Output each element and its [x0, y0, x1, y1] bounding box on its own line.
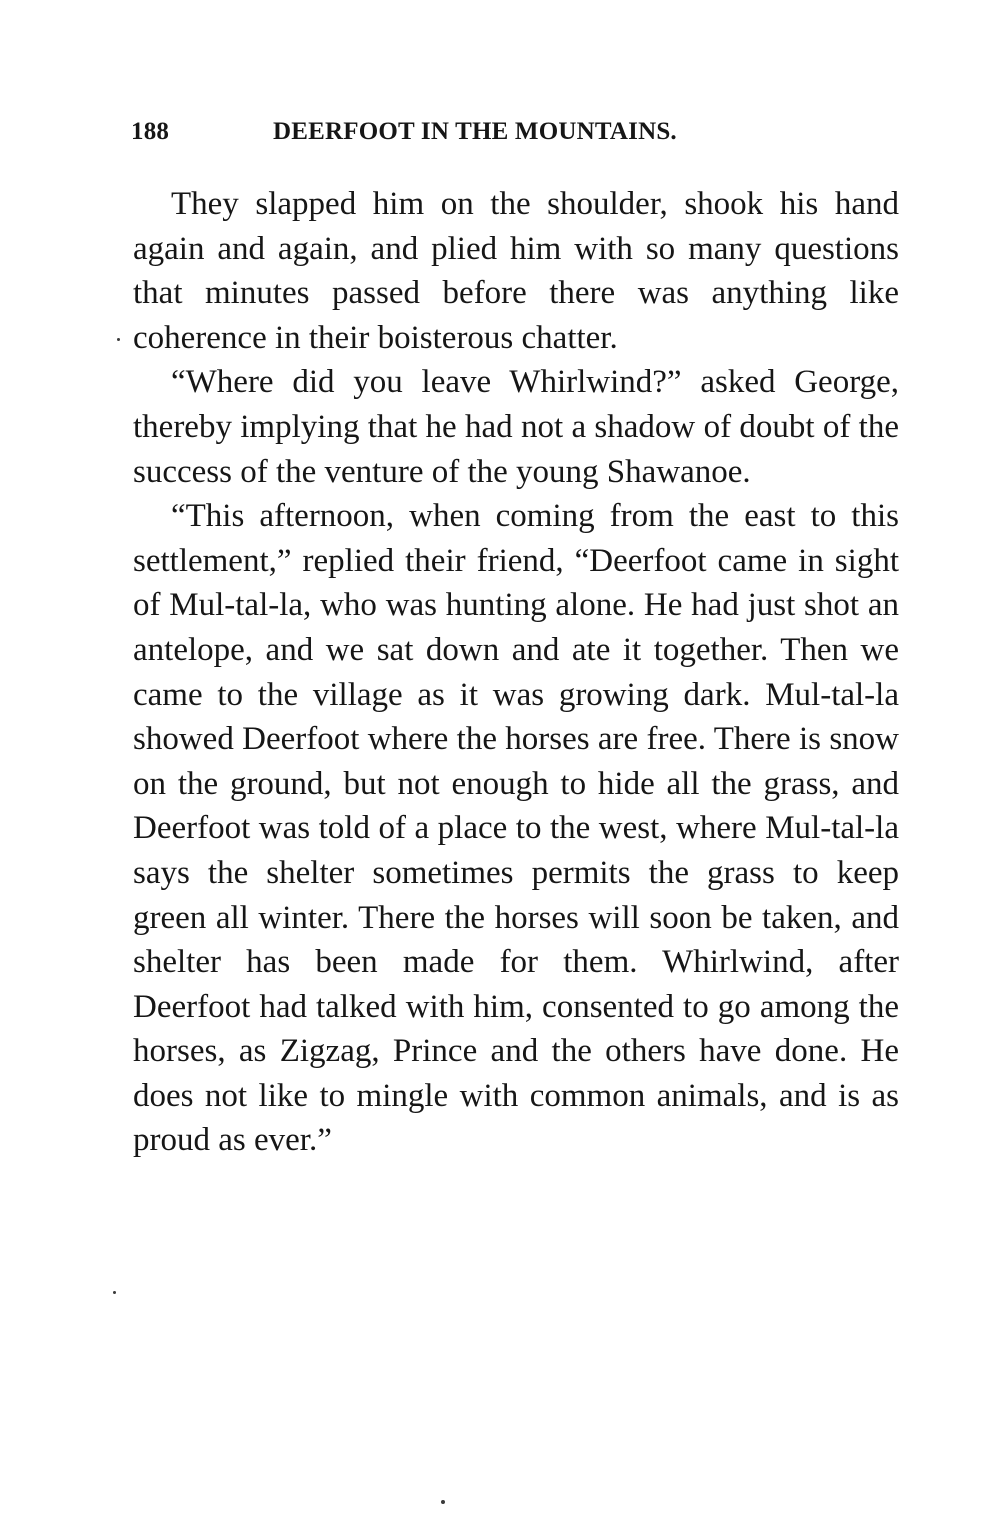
paragraph-1: They slapped him on the shoulder, shook his hand again and again, and plied him with so many questions that minutes passed before there was anything like coherence in their boisterous chatter. [133, 186, 899, 356]
print-speck [113, 1291, 116, 1294]
print-speck [441, 1500, 445, 1504]
page-number: 188 [131, 118, 170, 145]
paragraph-3: “This afternoon, when coming from the east to this settlement,” replied their friend, “Deerfoot came in sight of Mul-tal-la, who was hunting alone. He had just shot an antelope, and we sat down and ate it together. Then we came to the village as it was growing dark. Mul-tal-la showed Deerfoot where the horses are free. There is snow on the ground, but not enough to hide all the grass, and Deerfoot was told of a place to the west, where Mul-tal-la says the shelter sometimes permits the grass to keep green all winter. There the horses will soon be taken, and shelter has been made for them. Whirlwind, after Deerfoot had talked with him, consented to go among the horses, as Zigzag, Prince and the others have done. He does not like to mingle with common animals, and is as proud as ever.” [133, 498, 899, 1159]
running-head [131, 118, 891, 158]
body-text [133, 182, 899, 1163]
running-title: DEERFOOT IN THE MOUNTAINS. [273, 118, 677, 145]
paragraph-2: “Where did you leave Whirlwind?” asked George, thereby implying that he had not a shadow of doubt of the success of the venture of the young Shawanoe. [133, 364, 899, 490]
print-speck [117, 338, 120, 341]
